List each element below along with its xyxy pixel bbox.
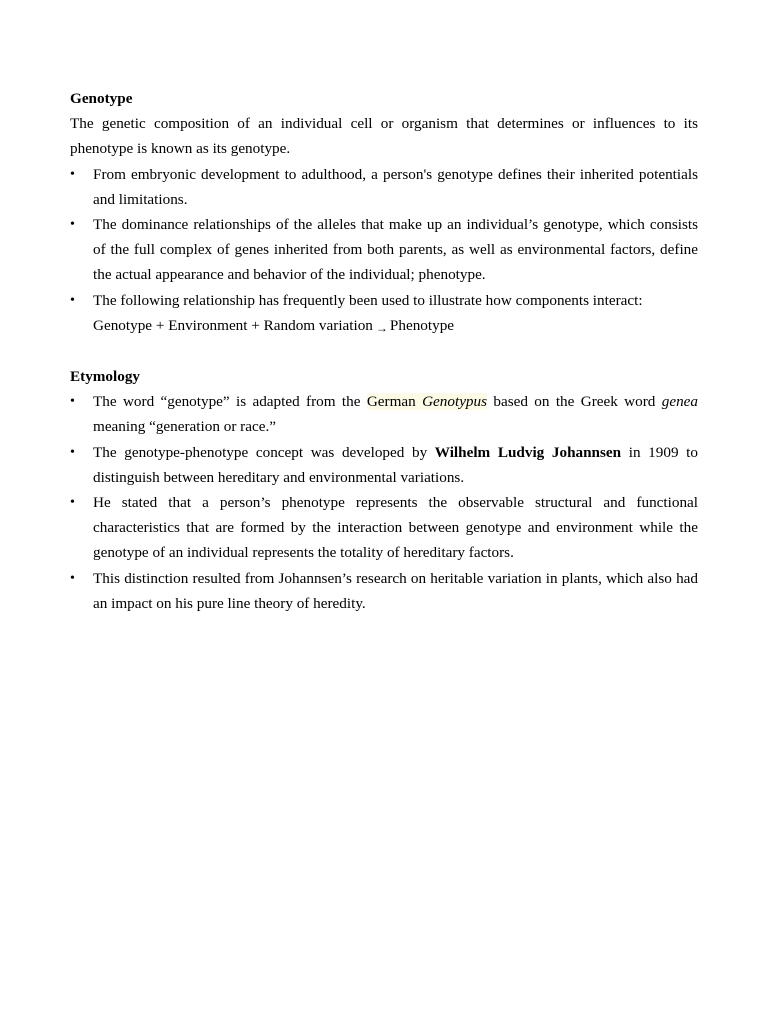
document-page xyxy=(70,86,698,616)
highlighted-term xyxy=(367,393,487,410)
bullet-text-pre: The word “genotype” is adapted from the xyxy=(93,393,367,411)
bullet-text: This distinction resulted from Johannsen’s research on heritable variation in plants, which also had an impact on his pure line theory of heredity. xyxy=(93,569,698,612)
bullet-icon: • xyxy=(70,166,75,182)
bullet-text: He stated that a person’s phenotype represents the observable structural and functional characteristics that are formed by the interaction between genotype and environment while the genotype of an individual represents the totality of hereditary factors. xyxy=(93,494,698,562)
list-item xyxy=(70,566,698,616)
bullet-icon: • xyxy=(70,292,75,308)
bullet-icon: • xyxy=(70,495,75,511)
list-item xyxy=(70,288,698,339)
bullet-text-mid: based on the Greek word xyxy=(487,393,662,411)
bullet-icon: • xyxy=(70,217,75,233)
bold-name: Wilhelm Ludvig Johannsen xyxy=(434,443,622,461)
formula xyxy=(93,317,454,334)
highlighted-text: German xyxy=(366,393,423,411)
etymology-bullet-list xyxy=(70,389,698,616)
genotype-bullet-list xyxy=(70,162,698,339)
arrow-icon: → xyxy=(375,320,388,335)
bullet-icon: • xyxy=(70,444,75,460)
formula-left: Genotype + Environment + Random variation xyxy=(93,316,373,334)
bullet-icon: • xyxy=(70,394,75,410)
highlighted-italic: Genotypus xyxy=(422,393,488,411)
etymology-heading: Etymology xyxy=(70,368,141,386)
genotype-intro: The genetic composition of an individual cell or organism that determines or influences to its phenotype is known as its genotype. xyxy=(70,115,698,158)
bullet-text: The following relationship has frequently been used to illustrate how components interact: xyxy=(93,291,643,309)
list-item xyxy=(70,490,698,566)
bullet-text-pre: The genotype-phenotype concept was developed by xyxy=(93,443,435,461)
list-item xyxy=(70,212,698,288)
bullet-icon: • xyxy=(70,570,75,586)
bullet-text-post: in 1909 to distinguish between hereditary and environmental variations. xyxy=(93,443,698,486)
section-spacer xyxy=(70,339,698,364)
list-item xyxy=(70,162,698,212)
bullet-text: From embryonic development to adulthood, a person's genotype defines their inherited potentials and limitations. xyxy=(93,165,698,208)
list-item xyxy=(70,440,698,490)
genotype-heading: Genotype xyxy=(70,90,133,107)
bullet-text: The dominance relationships of the alleles that make up an individual’s genotype, which consists of the full complex of genes inherited from both parents, as well as environmental factors, define the actual appearance and behavior of the individual; phenotype. xyxy=(93,216,698,284)
italic-term: genea xyxy=(661,393,698,411)
list-item xyxy=(70,389,698,439)
formula-right: Phenotype xyxy=(389,316,455,334)
bullet-text-post: meaning “generation or race.” xyxy=(93,418,276,436)
